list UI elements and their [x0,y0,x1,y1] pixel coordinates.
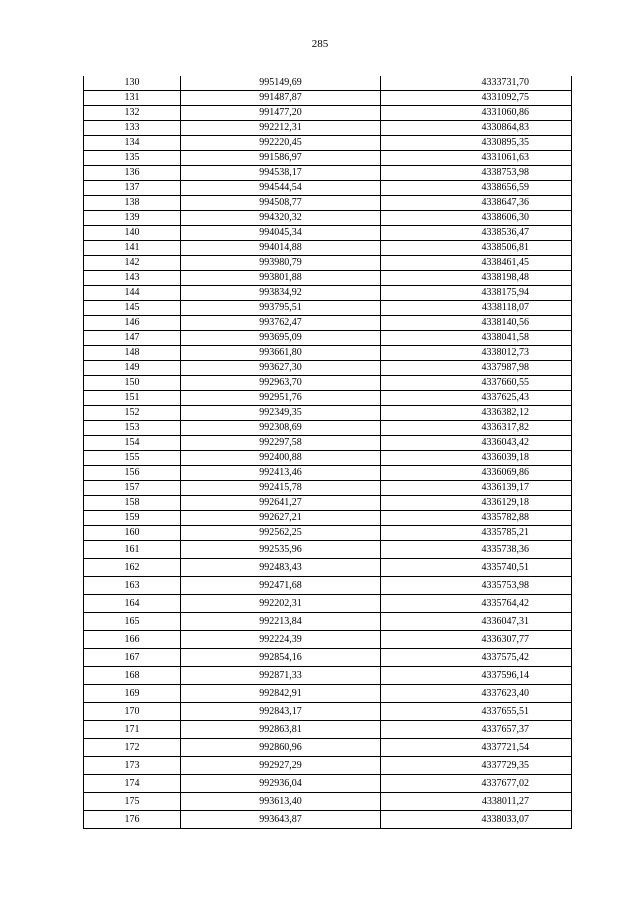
y-coordinate-cell: 4336129,18 [381,496,572,511]
x-coordinate-cell: 992224,39 [181,631,381,649]
point-number-cell: 156 [84,466,181,481]
table-row [84,649,572,667]
y-coordinate-cell: 4338118,07 [381,301,572,316]
point-number-cell: 172 [84,739,181,757]
table-row [84,667,572,685]
x-coordinate-cell: 994508,77 [181,196,381,211]
table-row [84,286,572,301]
x-coordinate-cell: 994014,88 [181,241,381,256]
point-number-cell: 161 [84,541,181,559]
table-row [84,376,572,391]
y-coordinate-cell: 4336043,42 [381,436,572,451]
x-coordinate-cell: 993795,51 [181,301,381,316]
y-coordinate-cell: 4331061,63 [381,151,572,166]
point-number-cell: 174 [84,775,181,793]
x-coordinate-cell: 992535,96 [181,541,381,559]
table-row [84,739,572,757]
table-row [84,331,572,346]
table-row [84,481,572,496]
table-row [84,757,572,775]
table-row [84,631,572,649]
x-coordinate-cell: 992627,21 [181,511,381,526]
table-row [84,256,572,271]
table-row [84,166,572,181]
coordinates-table-body [84,76,572,829]
point-number-cell: 139 [84,211,181,226]
y-coordinate-cell: 4336039,18 [381,451,572,466]
x-coordinate-cell: 993661,80 [181,346,381,361]
x-coordinate-cell: 991586,97 [181,151,381,166]
x-coordinate-cell: 993627,30 [181,361,381,376]
x-coordinate-cell: 993643,87 [181,811,381,829]
y-coordinate-cell: 4335782,88 [381,511,572,526]
point-number-cell: 141 [84,241,181,256]
point-number-cell: 175 [84,793,181,811]
x-coordinate-cell: 992936,04 [181,775,381,793]
table-row [84,361,572,376]
table-row [84,391,572,406]
y-coordinate-cell: 4337655,51 [381,703,572,721]
point-number-cell: 133 [84,121,181,136]
x-coordinate-cell: 995149,69 [181,76,381,91]
x-coordinate-cell: 992212,31 [181,121,381,136]
point-number-cell: 171 [84,721,181,739]
y-coordinate-cell: 4337677,02 [381,775,572,793]
point-number-cell: 159 [84,511,181,526]
x-coordinate-cell: 992951,76 [181,391,381,406]
y-coordinate-cell: 4338647,36 [381,196,572,211]
x-coordinate-cell: 991477,20 [181,106,381,121]
x-coordinate-cell: 992483,43 [181,559,381,577]
x-coordinate-cell: 992562,25 [181,526,381,541]
y-coordinate-cell: 4338012,73 [381,346,572,361]
y-coordinate-cell: 4338536,47 [381,226,572,241]
table-row [84,613,572,631]
point-number-cell: 135 [84,151,181,166]
y-coordinate-cell: 4336317,82 [381,421,572,436]
x-coordinate-cell: 992863,81 [181,721,381,739]
y-coordinate-cell: 4337729,35 [381,757,572,775]
point-number-cell: 145 [84,301,181,316]
table-row [84,91,572,106]
point-number-cell: 138 [84,196,181,211]
x-coordinate-cell: 993980,79 [181,256,381,271]
x-coordinate-cell: 994544,54 [181,181,381,196]
point-number-cell: 130 [84,76,181,91]
y-coordinate-cell: 4338461,45 [381,256,572,271]
y-coordinate-cell: 4338198,48 [381,271,572,286]
table-row [84,436,572,451]
table-row [84,577,572,595]
y-coordinate-cell: 4336047,31 [381,613,572,631]
y-coordinate-cell: 4330864,83 [381,121,572,136]
point-number-cell: 146 [84,316,181,331]
table-row [84,196,572,211]
y-coordinate-cell: 4337623,40 [381,685,572,703]
table-row [84,226,572,241]
x-coordinate-cell: 992202,31 [181,595,381,613]
y-coordinate-cell: 4337987,98 [381,361,572,376]
x-coordinate-cell: 994538,17 [181,166,381,181]
y-coordinate-cell: 4337596,14 [381,667,572,685]
table-row [84,181,572,196]
point-number-cell: 168 [84,667,181,685]
y-coordinate-cell: 4331060,86 [381,106,572,121]
table-row [84,346,572,361]
point-number-cell: 134 [84,136,181,151]
point-number-cell: 132 [84,106,181,121]
point-number-cell: 137 [84,181,181,196]
table-row [84,703,572,721]
y-coordinate-cell: 4337625,43 [381,391,572,406]
y-coordinate-cell: 4338506,81 [381,241,572,256]
point-number-cell: 169 [84,685,181,703]
x-coordinate-cell: 993762,47 [181,316,381,331]
point-number-cell: 166 [84,631,181,649]
y-coordinate-cell: 4335738,36 [381,541,572,559]
x-coordinate-cell: 992349,35 [181,406,381,421]
point-number-cell: 131 [84,91,181,106]
table-row [84,496,572,511]
y-coordinate-cell: 4331092,75 [381,91,572,106]
table-row [84,775,572,793]
table-row [84,526,572,541]
x-coordinate-cell: 994320,32 [181,211,381,226]
x-coordinate-cell: 992213,84 [181,613,381,631]
table-row [84,121,572,136]
point-number-cell: 163 [84,577,181,595]
x-coordinate-cell: 992400,88 [181,451,381,466]
table-row [84,466,572,481]
table-row [84,451,572,466]
x-coordinate-cell: 993613,40 [181,793,381,811]
coordinates-table [83,76,572,829]
table-row [84,595,572,613]
point-number-cell: 173 [84,757,181,775]
x-coordinate-cell: 992641,27 [181,496,381,511]
point-number-cell: 164 [84,595,181,613]
table-row [84,811,572,829]
y-coordinate-cell: 4337657,37 [381,721,572,739]
point-number-cell: 160 [84,526,181,541]
table-row [84,106,572,121]
point-number-cell: 176 [84,811,181,829]
x-coordinate-cell: 994045,34 [181,226,381,241]
y-coordinate-cell: 4335753,98 [381,577,572,595]
y-coordinate-cell: 4336382,12 [381,406,572,421]
x-coordinate-cell: 993834,92 [181,286,381,301]
x-coordinate-cell: 992927,29 [181,757,381,775]
x-coordinate-cell: 992854,16 [181,649,381,667]
table-row [84,511,572,526]
y-coordinate-cell: 4337721,54 [381,739,572,757]
y-coordinate-cell: 4338656,59 [381,181,572,196]
x-coordinate-cell: 992843,17 [181,703,381,721]
point-number-cell: 148 [84,346,181,361]
x-coordinate-cell: 992871,33 [181,667,381,685]
x-coordinate-cell: 993801,88 [181,271,381,286]
table-row [84,241,572,256]
x-coordinate-cell: 991487,87 [181,91,381,106]
page-number: 285 [311,38,329,50]
x-coordinate-cell: 992471,68 [181,577,381,595]
point-number-cell: 147 [84,331,181,346]
point-number-cell: 151 [84,391,181,406]
point-number-cell: 144 [84,286,181,301]
table-row [84,541,572,559]
table-row [84,721,572,739]
x-coordinate-cell: 992220,45 [181,136,381,151]
y-coordinate-cell: 4330895,35 [381,136,572,151]
table-row [84,559,572,577]
x-coordinate-cell: 993695,09 [181,331,381,346]
table-row [84,301,572,316]
table-row [84,271,572,286]
point-number-cell: 158 [84,496,181,511]
x-coordinate-cell: 992963,70 [181,376,381,391]
point-number-cell: 142 [84,256,181,271]
point-number-cell: 155 [84,451,181,466]
y-coordinate-cell: 4338033,07 [381,811,572,829]
point-number-cell: 154 [84,436,181,451]
y-coordinate-cell: 4338753,98 [381,166,572,181]
point-number-cell: 165 [84,613,181,631]
x-coordinate-cell: 992860,96 [181,739,381,757]
table-row [84,421,572,436]
x-coordinate-cell: 992842,91 [181,685,381,703]
table-row [84,316,572,331]
point-number-cell: 149 [84,361,181,376]
x-coordinate-cell: 992297,58 [181,436,381,451]
y-coordinate-cell: 4336307,77 [381,631,572,649]
table-row [84,793,572,811]
y-coordinate-cell: 4333731,70 [381,76,572,91]
y-coordinate-cell: 4338175,94 [381,286,572,301]
y-coordinate-cell: 4335740,51 [381,559,572,577]
y-coordinate-cell: 4336139,17 [381,481,572,496]
y-coordinate-cell: 4338606,30 [381,211,572,226]
point-number-cell: 136 [84,166,181,181]
y-coordinate-cell: 4338140,56 [381,316,572,331]
table-row [84,76,572,91]
point-number-cell: 170 [84,703,181,721]
x-coordinate-cell: 992413,46 [181,466,381,481]
x-coordinate-cell: 992308,69 [181,421,381,436]
y-coordinate-cell: 4336069,86 [381,466,572,481]
table-row [84,151,572,166]
y-coordinate-cell: 4337660,55 [381,376,572,391]
point-number-cell: 167 [84,649,181,667]
y-coordinate-cell: 4338011,27 [381,793,572,811]
y-coordinate-cell: 4338041,58 [381,331,572,346]
y-coordinate-cell: 4337575,42 [381,649,572,667]
y-coordinate-cell: 4335764,42 [381,595,572,613]
y-coordinate-cell: 4335785,21 [381,526,572,541]
point-number-cell: 150 [84,376,181,391]
table-row [84,136,572,151]
point-number-cell: 140 [84,226,181,241]
point-number-cell: 157 [84,481,181,496]
point-number-cell: 143 [84,271,181,286]
table-row [84,406,572,421]
point-number-cell: 152 [84,406,181,421]
x-coordinate-cell: 992415,78 [181,481,381,496]
point-number-cell: 153 [84,421,181,436]
table-row [84,211,572,226]
table-row [84,685,572,703]
point-number-cell: 162 [84,559,181,577]
